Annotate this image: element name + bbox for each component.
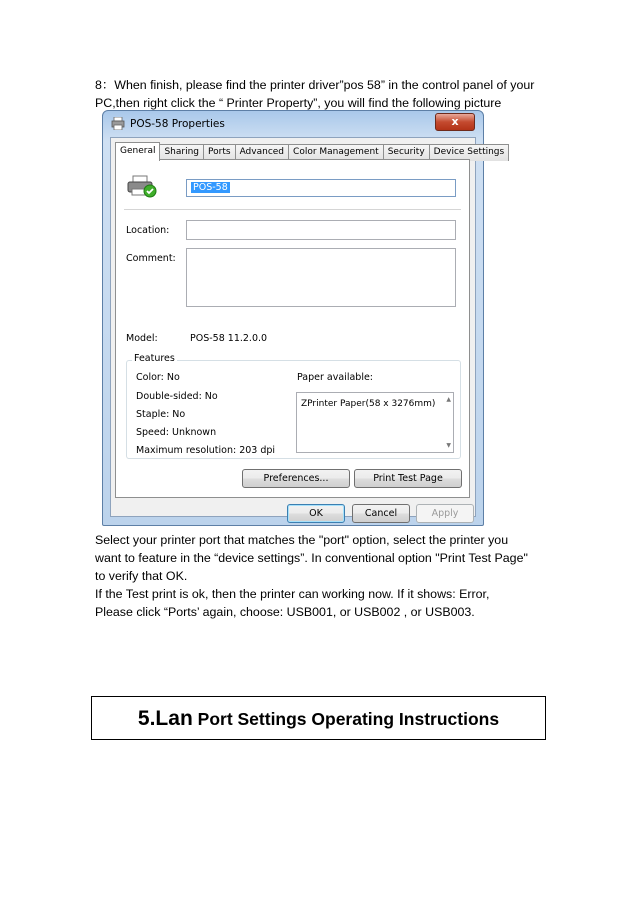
intro-line: 8：When finish, please find the printer driver”pos 58” in the control panel of your [95, 78, 535, 92]
body-line: Please click “Ports’ again, choose: USB001, or USB002 , or USB003. [95, 605, 475, 619]
cancel-button[interactable]: Cancel [352, 504, 410, 523]
divider [124, 209, 461, 210]
apply-button[interactable]: Apply [416, 504, 474, 523]
dialog-title: POS-58 Properties [130, 118, 225, 130]
ok-button[interactable]: OK [287, 504, 345, 523]
printer-name-value: POS-58 [193, 182, 228, 193]
scroll-up-icon[interactable]: ▲ [446, 396, 451, 403]
features-group [126, 360, 461, 459]
dialog-client-area [110, 137, 505, 519]
tab-strip [115, 142, 508, 160]
body-line: to verify that OK. [95, 569, 188, 583]
tab-advanced[interactable]: Advanced [235, 144, 289, 161]
feature-max-resolution: Maximum resolution: 203 dpi [136, 445, 276, 456]
tab-color-management[interactable]: Color Management [288, 144, 384, 161]
model-label: Model: [126, 333, 158, 344]
feature-speed: Speed: Unknown [136, 427, 217, 438]
intro-paragraph [95, 76, 565, 112]
preferences-button[interactable]: Preferences... [242, 469, 350, 488]
printer-icon [111, 117, 125, 130]
tab-sharing[interactable]: Sharing [159, 144, 204, 161]
location-label: Location: [126, 225, 170, 236]
tab-ports[interactable]: Ports [203, 144, 236, 161]
printer-check-icon [126, 174, 158, 198]
body-line: Select your printer port that matches the "port" option, select the printer you [95, 533, 509, 547]
printer-name-input[interactable] [186, 179, 456, 197]
paper-list[interactable] [296, 392, 454, 453]
list-item[interactable]: ZPrinter Paper(58 x 3276mm) [301, 399, 436, 409]
general-tab-panel [115, 159, 470, 498]
feature-staple: Staple: No [136, 409, 186, 420]
body-line: If the Test print is ok, then the printer can working now. If it shows: Error, [95, 587, 490, 601]
feature-double-sided: Double-sided: No [136, 391, 218, 402]
tab-general[interactable]: General [115, 142, 160, 161]
intro-line: PC,then right click the “ Printer Property”, you will find the following picture [95, 96, 502, 110]
section-heading-box [91, 696, 546, 740]
scroll-down-icon[interactable]: ▼ [446, 442, 451, 449]
tab-device-settings[interactable]: Device Settings [429, 144, 510, 161]
comment-input[interactable] [186, 248, 456, 307]
printer-properties-dialog [102, 110, 505, 526]
body-line: want to feature in the “device settings”. In conventional option "Print Test Page" [95, 551, 528, 565]
model-value: POS-58 11.2.0.0 [190, 333, 268, 344]
dialog-titlebar [103, 111, 483, 137]
section-number: 5.Lan [137, 707, 193, 730]
location-input[interactable] [186, 220, 456, 240]
paper-available-label: Paper available: [297, 372, 374, 383]
comment-label: Comment: [126, 253, 176, 264]
features-legend: Features [134, 353, 175, 364]
close-button[interactable]: x [435, 113, 475, 131]
feature-color: Color: No [136, 372, 180, 383]
section-title: Port Settings Operating Instructions [192, 709, 500, 729]
tab-security[interactable]: Security [383, 144, 430, 161]
body-paragraph [95, 531, 565, 621]
print-test-page-button[interactable]: Print Test Page [354, 469, 462, 488]
